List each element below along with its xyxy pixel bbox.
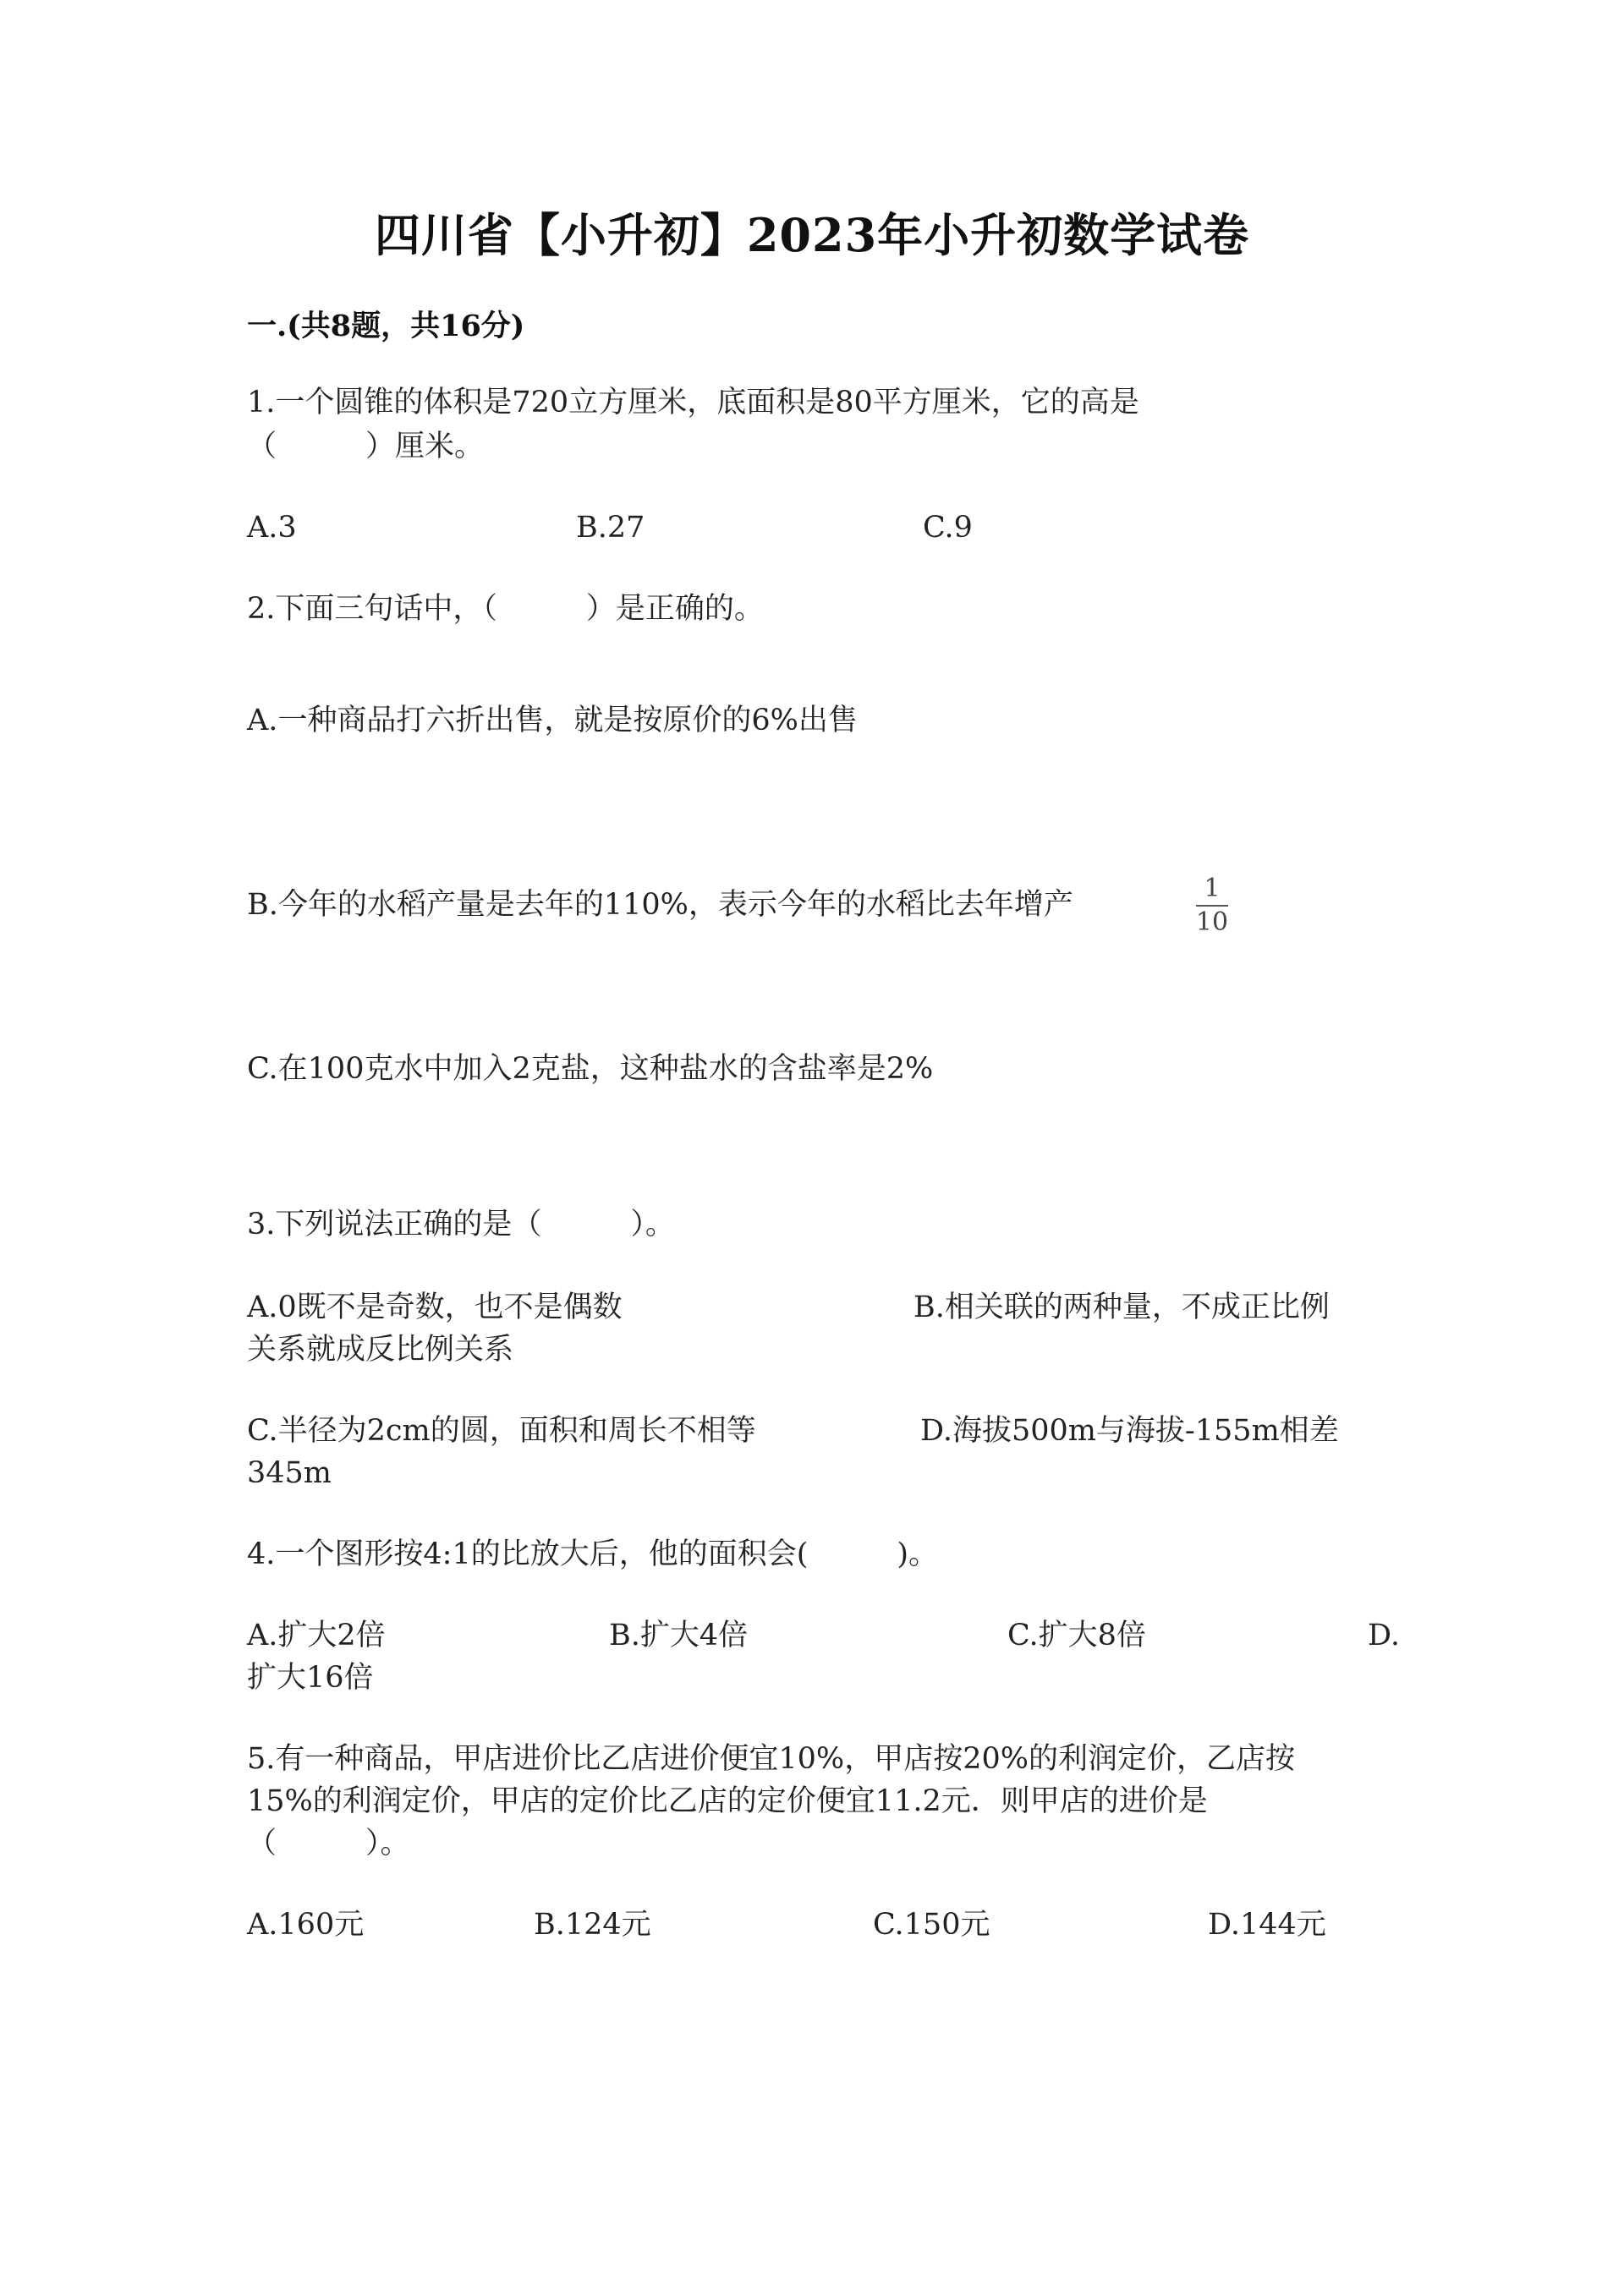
question-4-option-d-line-1: D. [1368,1619,1400,1652]
question-3-option-c: C.半径为2cm的圆，面积和周长不相等 [247,1414,756,1448]
question-3-option-b-line-1: B.相关联的两种量，不成正比例 [914,1290,1330,1324]
question-2-stem: 2.下面三句话中，（ ）是正确的。 [247,592,764,626]
question-3-option-d-line-2: 345m [247,1456,332,1490]
fraction-bar [1196,905,1228,907]
fraction-numerator: 1 [1204,874,1221,903]
question-4-option-c: C.扩大8倍 [1007,1619,1146,1652]
question-4-option-a: A.扩大2倍 [247,1619,386,1652]
question-1-stem-line-2: （ ）厘米。 [247,430,485,463]
question-3-option-b-line-2: 关系就成反比例关系 [247,1333,514,1367]
exam-title: 四川省【小升初】2023年小升初数学试卷 [374,208,1250,262]
question-1-option-a: A.3 [247,511,297,545]
question-1-option-b: B.27 [576,511,645,545]
question-1-option-c: C.9 [923,511,973,545]
question-4-option-d-line-2: 扩大16倍 [247,1661,374,1695]
question-4-option-b: B.扩大4倍 [609,1619,749,1652]
question-1-stem-line-1: 1.一个圆锥的体积是720立方厘米，底面积是80平方厘米，它的高是 [247,386,1139,419]
question-5-stem-line-1: 5.有一种商品，甲店进价比乙店进价便宜10%，甲店按20%的利润定价，乙店按 [247,1742,1295,1776]
question-5-option-b: B.124元 [534,1908,651,1942]
fraction-denominator: 10 [1195,907,1229,937]
question-5-stem-line-3: （ ）。 [247,1827,410,1860]
question-2-option-c: C.在100克水中加入2克盐，这种盐水的含盐率是2% [247,1052,934,1086]
question-5-option-d: D.144元 [1208,1908,1326,1942]
question-3-stem: 3.下列说法正确的是（ ）。 [247,1208,675,1241]
question-5-option-c: C.150元 [873,1908,990,1942]
question-4-stem: 4.一个图形按4:1的比放大后，他的面积会( )。 [247,1537,939,1571]
question-2-option-a: A.一种商品打六折出售，就是按原价的6%出售 [247,704,858,737]
question-3-option-a: A.0既不是奇数，也不是偶数 [247,1290,623,1324]
fraction-one-tenth [1193,874,1232,937]
section-heading: 一.(共8题，共16分) [247,309,525,343]
question-5-option-a: A.160元 [247,1908,365,1942]
question-2-option-b: B.今年的水稻产量是去年的110%，表示今年的水稻比去年增产 [247,888,1073,922]
question-5-stem-line-2: 15%的利润定价，甲店的定价比乙店的定价便宜11.2元．则甲店的进价是 [247,1784,1208,1818]
question-3-option-d-line-1: D.海拔500m与海拔-155m相差 [920,1414,1339,1448]
